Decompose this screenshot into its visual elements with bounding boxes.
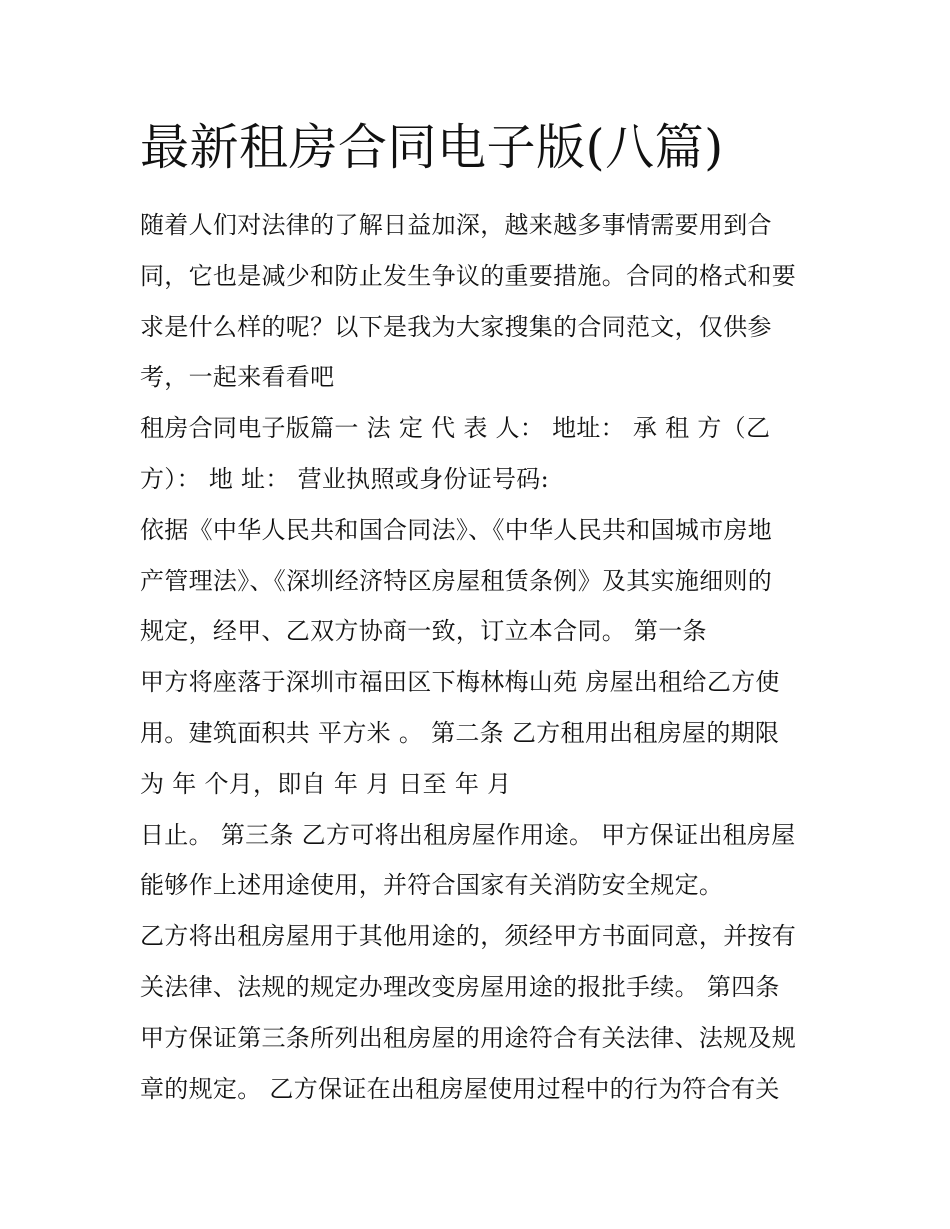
body-line: 产管理法》、《深圳经济特区房屋租赁条例》及其实施细则的 [140,566,773,595]
body-line: 章的规定。 乙方保证在出租房屋使用过程中的行为符合有关 [140,1074,780,1103]
document-title: 最新租房合同电子版(八篇) [140,119,724,176]
body-line: 随着人们对法律的了解日益加深，越来越多事情需要用到合 [140,211,772,239]
document-body [140,200,840,1114]
body-line: 能够作上述用途使用，并符合国家有关消防安全规定。 [140,871,724,900]
body-line: 依据《中华人民共和国合同法》、《中华人民共和国城市房地 [140,515,773,544]
body-line: 甲方将座落于深圳市福田区下梅林梅山苑 房屋出租给乙方使 [140,668,780,697]
body-line: 用。建筑面积共 平方米 。 第二条 乙方租用出租房屋的期限 [140,718,780,747]
body-line: 考，一起来看看吧 [140,363,335,392]
body-line: 求是什么样的呢？以下是我为大家搜集的合同范文，仅供参 [140,312,772,341]
body-line: 规定，经甲、乙双方协商一致，订立本合同。 第一条 [140,617,707,646]
body-line: 租房合同电子版篇一 法 定 代 表 人： 地址： 承 租 方（乙 [140,414,771,443]
body-line: 日止。 第三条 乙方可将出租房屋作用途。 甲方保证出租房屋 [140,820,796,849]
body-line: 同，它也是减少和防止发生争议的重要措施。合同的格式和要 [140,261,797,290]
body-line: 为 年 个月，即自 年 月 日至 年 月 [140,769,512,798]
body-line: 甲方保证第三条所列出租房屋的用途符合有关法律、法规及规 [140,1023,797,1052]
body-line: 方）： 地 址： 营业执照或身份证号码: [140,464,549,493]
body-line: 关法律、法规的规定办理改变房屋用途的报批手续。 第四条 [140,972,780,1001]
body-line: 乙方将出租房屋用于其他用途的，须经甲方书面同意，并按有 [140,922,797,951]
